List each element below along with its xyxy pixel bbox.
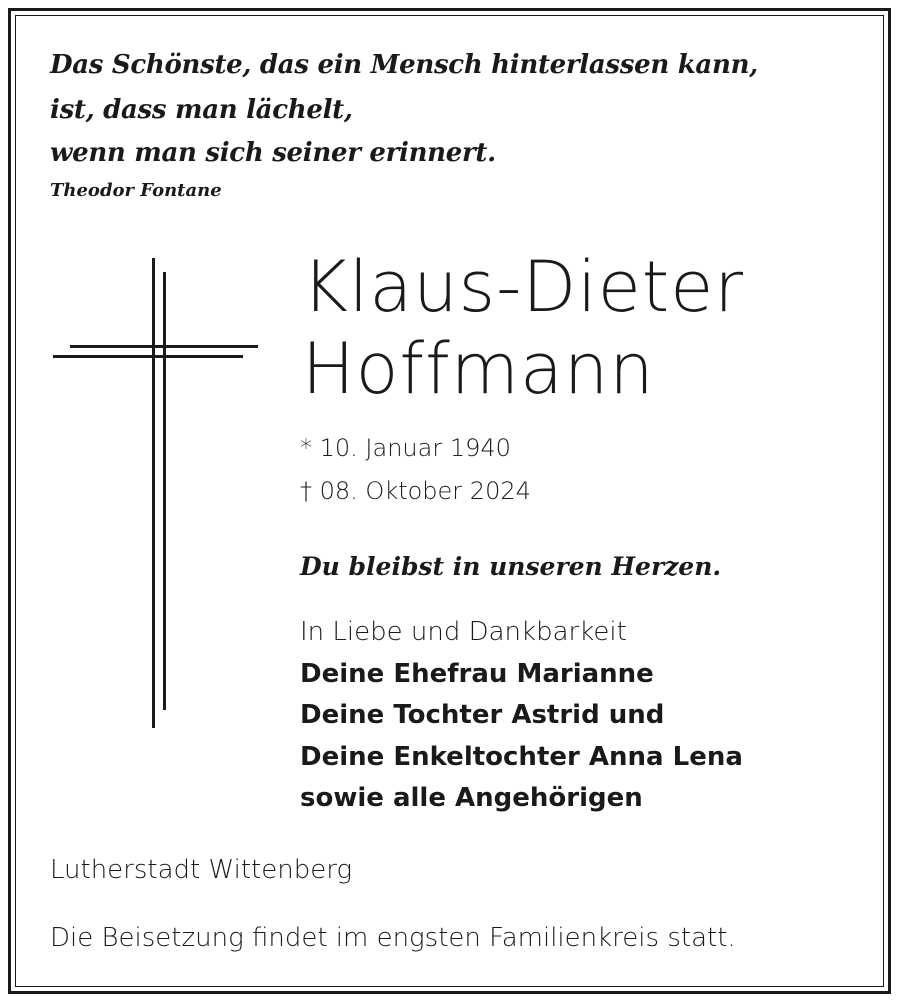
location: Lutherstadt Wittenberg	[50, 855, 353, 885]
death-date: † 08. Oktober 2024	[300, 477, 531, 505]
quote-line-2: ist, dass man lächelt,	[50, 95, 353, 125]
quote-author: Theodor Fontane	[50, 180, 222, 201]
deceased-last-name: Hoffmann	[302, 328, 655, 410]
mourner-line: sowie alle Angehörigen	[300, 783, 643, 813]
quote-line-1: Das Schönste, das ein Mensch hinterlassen kann,	[50, 50, 758, 80]
signoff-intro: In Liebe und Dankbarkeit	[300, 617, 627, 647]
mourner-line: Deine Enkeltochter Anna Lena	[300, 742, 743, 772]
mourner-line: Deine Tochter Astrid und	[300, 700, 665, 730]
funeral-note: Die Beisetzung findet im engsten Familienkreis statt.	[50, 923, 736, 953]
deceased-first-name: Klaus-Dieter	[302, 246, 745, 328]
memorial-motto: Du bleibst in unseren Herzen.	[300, 552, 722, 581]
quote-line-3: wenn man sich seiner erinnert.	[50, 138, 496, 168]
mourner-line: Deine Ehefrau Marianne	[300, 659, 654, 689]
birth-date: * 10. Januar 1940	[300, 434, 511, 462]
